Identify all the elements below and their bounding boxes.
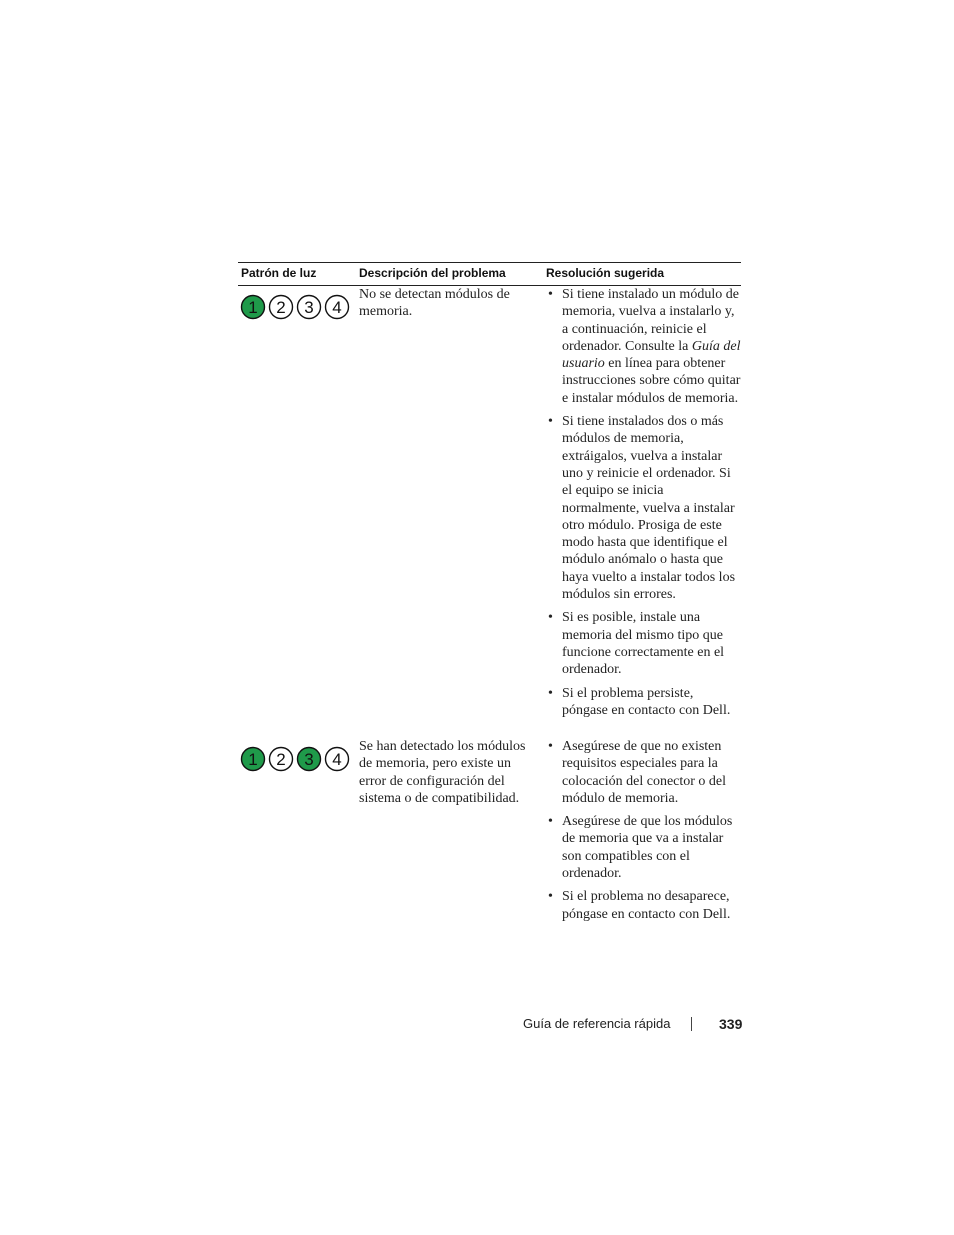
resolution-item: • Si tiene instalados dos o más módulos de memoria, extráigalos, vuelva a instalar uno y reinicie el ordenador. Si el equipo se inicia normalmente, vuelva a instalar otro módulo. Prosiga de este modo hasta que identifique el módulo anómalo o hasta que haya vuelto a instalar todos los módulos sin errores. (546, 413, 741, 603)
problem-description: No se detectan módulos de memoria. (359, 287, 510, 320)
footer-divider (691, 1017, 692, 1031)
resolution-item: • Si es posible, instale una memoria del mismo tipo que funcione correctamente en el ordenador. (546, 609, 741, 678)
svg-text:2: 2 (276, 750, 286, 769)
resolution-item: • Asegúrese de que no existen requisitos especiales para la colocación del conector o del módulo de memoria. (546, 738, 741, 807)
light-pattern (240, 294, 352, 320)
problem-description: Se han detectado los módulos de memoria, pero existe un error de configuración del sistema o de compatibilidad. (359, 739, 526, 806)
svg-text:4: 4 (332, 298, 342, 317)
svg-text:3: 3 (304, 750, 314, 769)
light-4-icon (326, 748, 349, 771)
svg-text:2: 2 (276, 298, 286, 317)
table-header (238, 262, 741, 286)
diagnostic-lights-table (238, 262, 741, 922)
header-description: Descripción del problema (359, 266, 506, 280)
light-1-icon (242, 748, 265, 771)
light-2-icon (270, 296, 293, 319)
light-3-icon (298, 296, 321, 319)
header-pattern: Patrón de luz (241, 266, 317, 280)
light-4-icon (326, 296, 349, 319)
svg-text:3: 3 (304, 298, 314, 317)
footer-title: Guía de referencia rápida (523, 1016, 671, 1031)
light-2-icon (270, 748, 293, 771)
resolution-item: • Si el problema no desaparece, póngase en contacto con Dell. (546, 888, 741, 923)
page-number: 339 (719, 1016, 743, 1032)
svg-text:4: 4 (332, 750, 342, 769)
light-1-icon (242, 296, 265, 319)
resolution-list (546, 738, 741, 929)
resolution-item: • Asegúrese de que los módulos de memoria que va a instalar son compatibles con el ordenador. (546, 813, 741, 882)
header-resolution: Resolución sugerida (546, 266, 665, 280)
resolution-item: • Si tiene instalado un módulo de memoria, vuelva a instalarlo y, a continuación, reinicie el ordenador. Consulte la Guía del usuario en línea para obtener instrucciones sobre cómo quitar e instalar módulos de memoria. (546, 286, 741, 407)
light-3-icon (298, 748, 321, 771)
svg-text:1: 1 (248, 750, 258, 769)
resolution-list (546, 286, 741, 725)
svg-text:1: 1 (248, 298, 258, 317)
light-pattern (240, 746, 352, 772)
resolution-item: • Si el problema persiste, póngase en contacto con Dell. (546, 685, 741, 720)
